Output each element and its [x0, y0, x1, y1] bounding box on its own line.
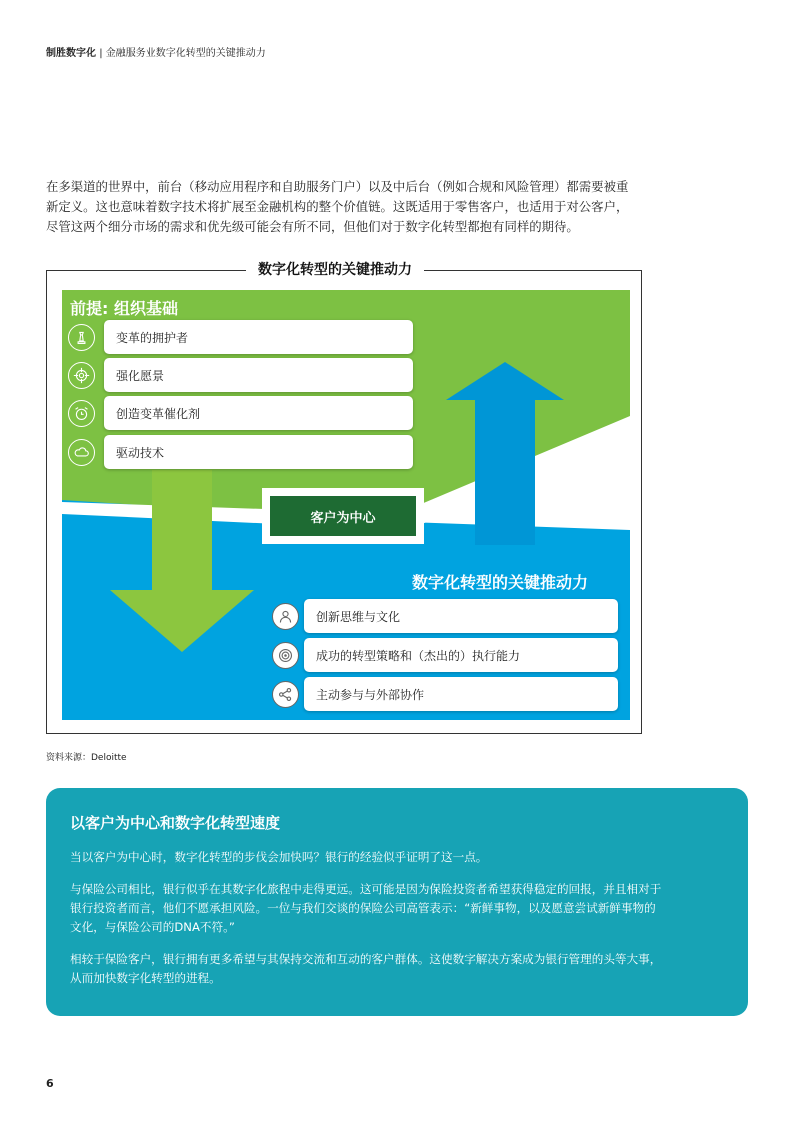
person-icon [272, 603, 299, 630]
top-item-label: 强化愿景 [116, 368, 165, 383]
figure-source: 资料来源：Deloitte [46, 753, 127, 763]
top-item-card [104, 358, 413, 392]
bottom-item-label: 主动参与与外部协作 [316, 687, 425, 702]
customer-centric-box [262, 488, 424, 544]
callout-body [70, 848, 730, 1001]
top-item-label: 驱动技术 [116, 445, 165, 460]
cloud-icon [68, 439, 95, 466]
bottom-item-card [304, 677, 618, 711]
callout-paragraph [70, 880, 730, 937]
figure-title: 数字化转型的关键推动力 [246, 259, 424, 279]
bottom-item-card [304, 599, 618, 633]
alarm-clock-icon [68, 400, 95, 427]
intro-line: 尽管这两个细分市场的需求和优先级可能会有所不同，但他们对于数字化转型都抱有同样的期待。 [46, 219, 579, 234]
chess-piece-icon [68, 324, 95, 351]
top-item-label: 变革的拥护者 [116, 330, 189, 345]
running-header [46, 44, 266, 59]
callout-box [46, 788, 748, 1016]
top-item-card [104, 396, 413, 430]
callout-line: 与保险公司相比，银行似乎在其数字化旅程中走得更远。这可能是因为保险投资者希望获得稳定的回报，并且相对于 [70, 882, 662, 896]
intro-paragraph [46, 177, 646, 237]
top-section-title: 前提: 组织基础 [70, 299, 178, 318]
callout-line: 从而加快数字化转型的进程。 [70, 971, 221, 985]
share-icon [272, 681, 299, 708]
target-icon [272, 642, 299, 669]
callout-line: 当以客户为中心时，数字化转型的步伐会加快吗？银行的经验似乎证明了这一点。 [70, 850, 488, 864]
callout-title: 以客户为中心和数字化转型速度 [70, 814, 281, 832]
target-icon [68, 362, 95, 389]
bottom-item-label: 创新思维与文化 [316, 609, 401, 624]
top-item-card [104, 435, 413, 469]
bottom-item-label: 成功的转型策略和（杰出的）执行能力 [316, 648, 521, 663]
intro-line: 在多渠道的世界中，前台（移动应用程序和自助服务门户）以及中后台（例如合规和风险管理）都需要被重 [46, 179, 629, 194]
drivers-diagram [62, 290, 630, 720]
header-separator: | [99, 48, 103, 59]
page-number: 6 [46, 1077, 54, 1090]
callout-line: 文化，与保险公司的DNA不符。” [70, 920, 235, 934]
callout-paragraph [70, 848, 730, 867]
callout-line: 相较于保险客户，银行拥有更多希望与其保持交流和互动的客户群体。这使数字解决方案成为银行管理的头等大事， [70, 952, 662, 966]
top-item-card [104, 320, 413, 354]
callout-line: 银行投资者而言，他们不愿承担风险。一位与我们交谈的保险公司高管表示：“新鲜事物，以及愿意尝试新鲜事物的 [70, 901, 656, 915]
top-item-label: 创造变革催化剂 [116, 406, 201, 421]
bottom-section-title: 数字化转型的关键推动力 [412, 573, 589, 592]
header-brand: 制胜数字化 [46, 48, 96, 59]
header-subtitle: 金融服务业数字化转型的关键推动力 [105, 48, 266, 59]
callout-paragraph [70, 950, 730, 988]
bottom-item-card [304, 638, 618, 672]
intro-line: 新定义。这也意味着数字技术将扩展至金融机构的整个价值链。这既适用于零售客户，也适用于对公客户， [46, 199, 629, 214]
center-label: 客户为中心 [270, 496, 416, 536]
up-arrow [475, 400, 535, 545]
